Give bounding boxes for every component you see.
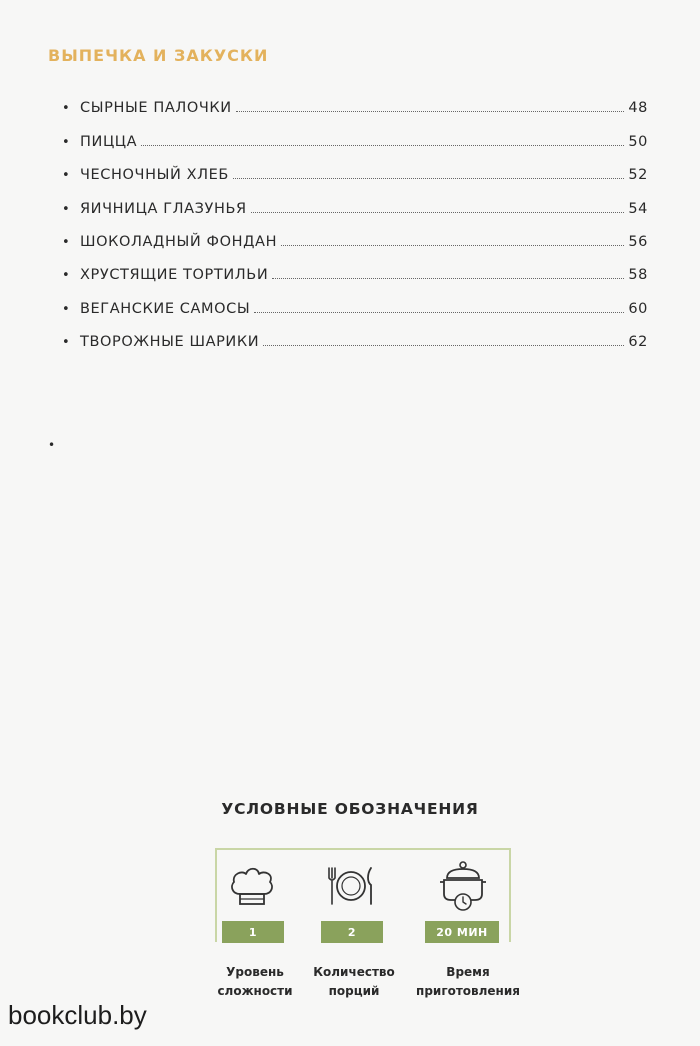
- bullet: •: [62, 168, 71, 184]
- toc-page-number: 58: [628, 267, 648, 284]
- toc-item[interactable]: [62, 317, 648, 350]
- legend-label-line: Количество: [313, 965, 395, 979]
- bullet: •: [62, 234, 71, 250]
- toc-item-label: ЯИЧНИЦА ГЛАЗУНЬЯ: [80, 200, 247, 217]
- toc-item[interactable]: [62, 250, 648, 283]
- toc-page-number: 54: [628, 200, 648, 217]
- toc-item-label: СЫРНЫЕ ПАЛОЧКИ: [80, 100, 232, 117]
- plate-cutlery-icon: [323, 858, 379, 914]
- time-badge: 20 МИН: [425, 921, 499, 943]
- table-of-contents: [62, 83, 648, 350]
- toc-item-label: ЧЕСНОЧНЫЙ ХЛЕБ: [80, 167, 229, 184]
- dot-leader: [263, 344, 624, 346]
- legend-label-line: приготовления: [416, 984, 520, 998]
- chef-hat-icon: [224, 858, 280, 914]
- bullet: •: [62, 268, 71, 284]
- legend-label-line: порций: [328, 984, 380, 998]
- servings-badge: 2: [321, 921, 383, 943]
- difficulty-badge: 1: [222, 921, 284, 943]
- cooker-timer-icon: [435, 858, 491, 914]
- toc-page-number: 50: [628, 133, 648, 150]
- toc-item[interactable]: [62, 217, 648, 250]
- bullet: •: [62, 101, 71, 117]
- bullet: •: [62, 301, 71, 317]
- dot-leader: [272, 277, 624, 279]
- dot-leader: [254, 311, 624, 313]
- legend-label-line: сложности: [217, 984, 293, 998]
- toc-page-number: 48: [628, 100, 648, 117]
- toc-item-label: ХРУСТЯЩИЕ ТОРТИЛЬИ: [80, 267, 269, 284]
- legend-label-line: Время: [446, 965, 490, 979]
- bullet: •: [62, 201, 71, 217]
- toc-item[interactable]: [62, 150, 648, 183]
- toc-item[interactable]: [62, 283, 648, 316]
- toc-item[interactable]: [62, 83, 648, 116]
- dot-leader: [236, 110, 625, 112]
- section-title: ВЫПЕЧКА И ЗАКУСКИ: [48, 46, 269, 65]
- stray-mark: •: [48, 438, 56, 452]
- toc-item[interactable]: [62, 116, 648, 149]
- bullet: •: [62, 335, 71, 351]
- legend-label-line: Уровень: [226, 965, 284, 979]
- toc-item-label: ТВОРОЖНЫЕ ШАРИКИ: [80, 334, 260, 351]
- dot-leader: [141, 144, 624, 146]
- dot-leader: [251, 211, 625, 213]
- toc-item[interactable]: [62, 183, 648, 216]
- toc-page-number: 60: [628, 300, 648, 317]
- toc-page-number: 56: [628, 233, 648, 250]
- dot-leader: [281, 244, 624, 246]
- toc-item-label: ПИЦЦА: [80, 133, 138, 150]
- toc-page-number: 52: [628, 167, 648, 184]
- toc-page-number: 62: [628, 334, 648, 351]
- dot-leader: [233, 177, 624, 179]
- servings-label: [294, 963, 414, 1001]
- time-label: [408, 963, 528, 1001]
- bullet: •: [62, 134, 71, 150]
- watermark-brand: bookclub.by: [8, 1000, 147, 1030]
- toc-item-label: ШОКОЛАДНЫЙ ФОНДАН: [80, 233, 278, 250]
- legend-title: УСЛОВНЫЕ ОБОЗНАЧЕНИЯ: [221, 800, 479, 818]
- toc-item-label: ВЕГАНСКИЕ САМОСЫ: [80, 300, 251, 317]
